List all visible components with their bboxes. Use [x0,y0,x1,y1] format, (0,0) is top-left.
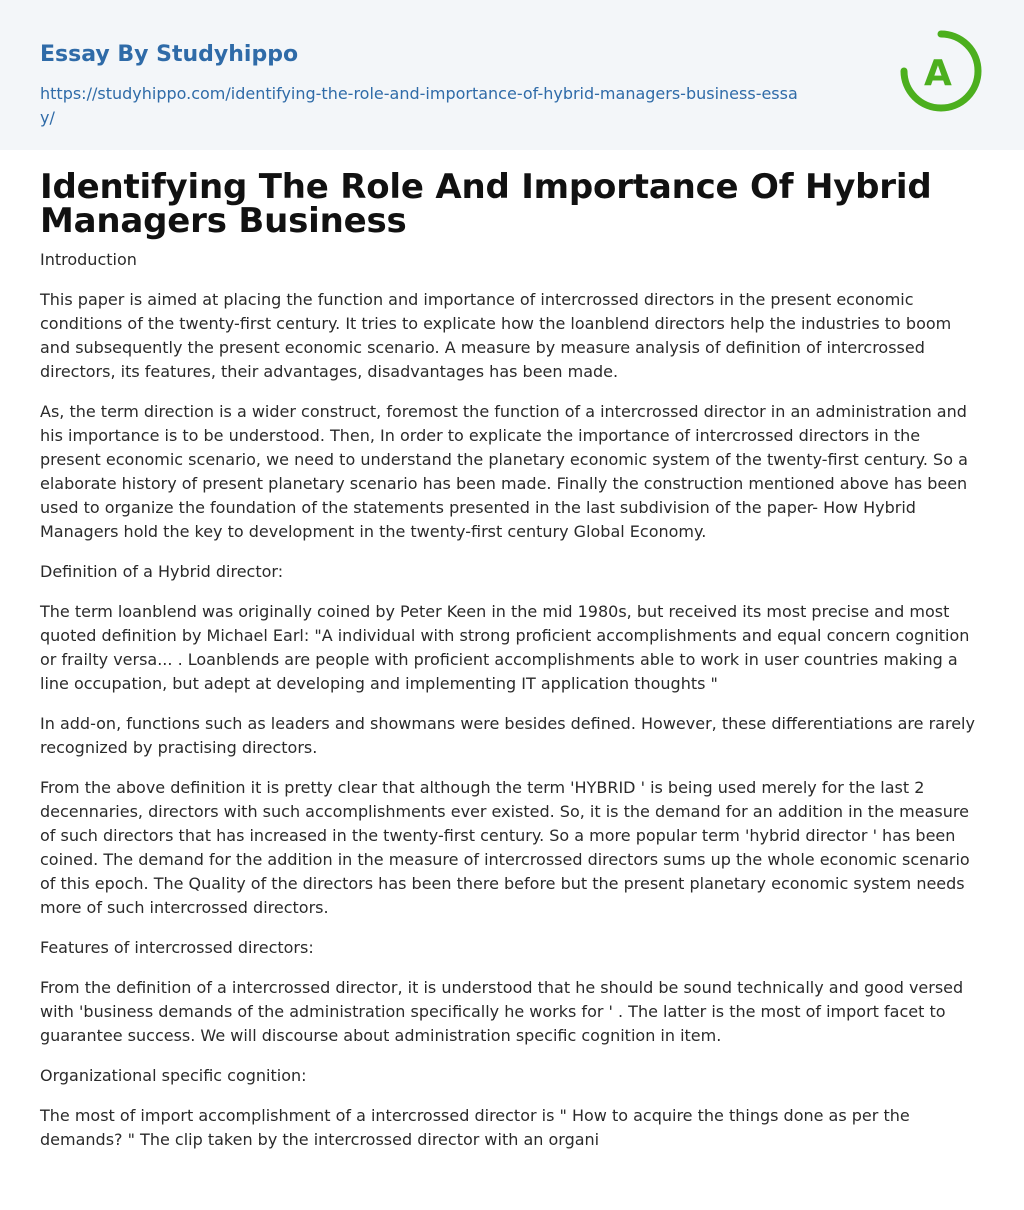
article-paragraph: Features of intercrossed directors: [40,938,314,957]
essay-url-link[interactable]: https://studyhippo.com/identifying-the-role-and-importance-of-hybrid-managers-business-essay/ [40,84,798,127]
article-paragraph: This paper is aimed at placing the function and importance of intercrossed directors in the present economic conditions of the twenty-first century. It tries to explicate how the loanblend directors help the industries to boom and subsequently the present economic scenario. A measure by measure analysis of definition of intercrossed directors, its features, their advantages, disadvantages has been made. [40,290,952,381]
article-paragraph: In add-on, functions such as leaders and showmans were besides defined. However, these differentiations are rarely recognized by practising directors. [40,714,975,757]
site-header [0,0,1024,150]
article-body [0,150,1024,1152]
site-brand[interactable]: Essay By Studyhippo [40,42,299,67]
article-paragraph: Definition of a Hybrid director: [40,562,284,581]
article-title: Identifying The Role And Importance Of Hybrid Managers Business [40,167,932,241]
article-paragraph: The most of import accomplishment of a intercrossed director is " How to acquire the things done as per the demands? " The clip taken by the intercrossed director with an organi [40,1106,910,1149]
studyhippo-a-logo-icon[interactable] [898,28,984,114]
logo-letter: A [924,53,952,94]
article-paragraphs [40,248,984,1152]
article-paragraph: From the definition of a intercrossed director, it is understood that he should be sound technically and good versed with 'business demands of the administration specifically he works for ' . The latter is the most of import facet to guarantee success. We will discourse about administration specific cognition in item. [40,978,964,1045]
article-paragraph: As, the term direction is a wider construct, foremost the function of a intercrossed director in an administration and his importance is to be understood. Then, In order to explicate the importance of intercrossed directors in the present economic scenario, we need to understand the planetary economic system of the twenty-first century. So a elaborate history of present planetary scenario has been made. Finally the construction mentioned above has been used to organize the foundation of the statements presented in the last subdivision of the paper- How Hybrid Managers hold the key to development in the twenty-first century Global Economy. [40,402,968,541]
article-paragraph: Organizational specific cognition: [40,1066,307,1085]
article-paragraph: From the above definition it is pretty clear that although the term 'HYBRID ' is being used merely for the last 2 decennaries, directors with such accomplishments ever existed. So, it is the demand for an addition in the measure of such directors that has increased in the twenty-first century. So a more popular term 'hybrid director ' has been coined. The demand for the addition in the measure of intercrossed directors sums up the whole economic scenario of this epoch. The Quality of the directors has been there before but the present planetary economic system needs more of such intercrossed directors. [40,778,970,917]
article-paragraph: The term loanblend was originally coined by Peter Keen in the mid 1980s, but received its most precise and most quoted definition by Michael Earl: "A individual with strong proficient accomplishments and equal concern cognition or frailty versa... . Loanblends are people with proficient accomplishments able to work in user countries making a line occupation, but adept at developing and implementing IT application thoughts " [40,602,970,693]
article-paragraph: Introduction [40,250,137,269]
